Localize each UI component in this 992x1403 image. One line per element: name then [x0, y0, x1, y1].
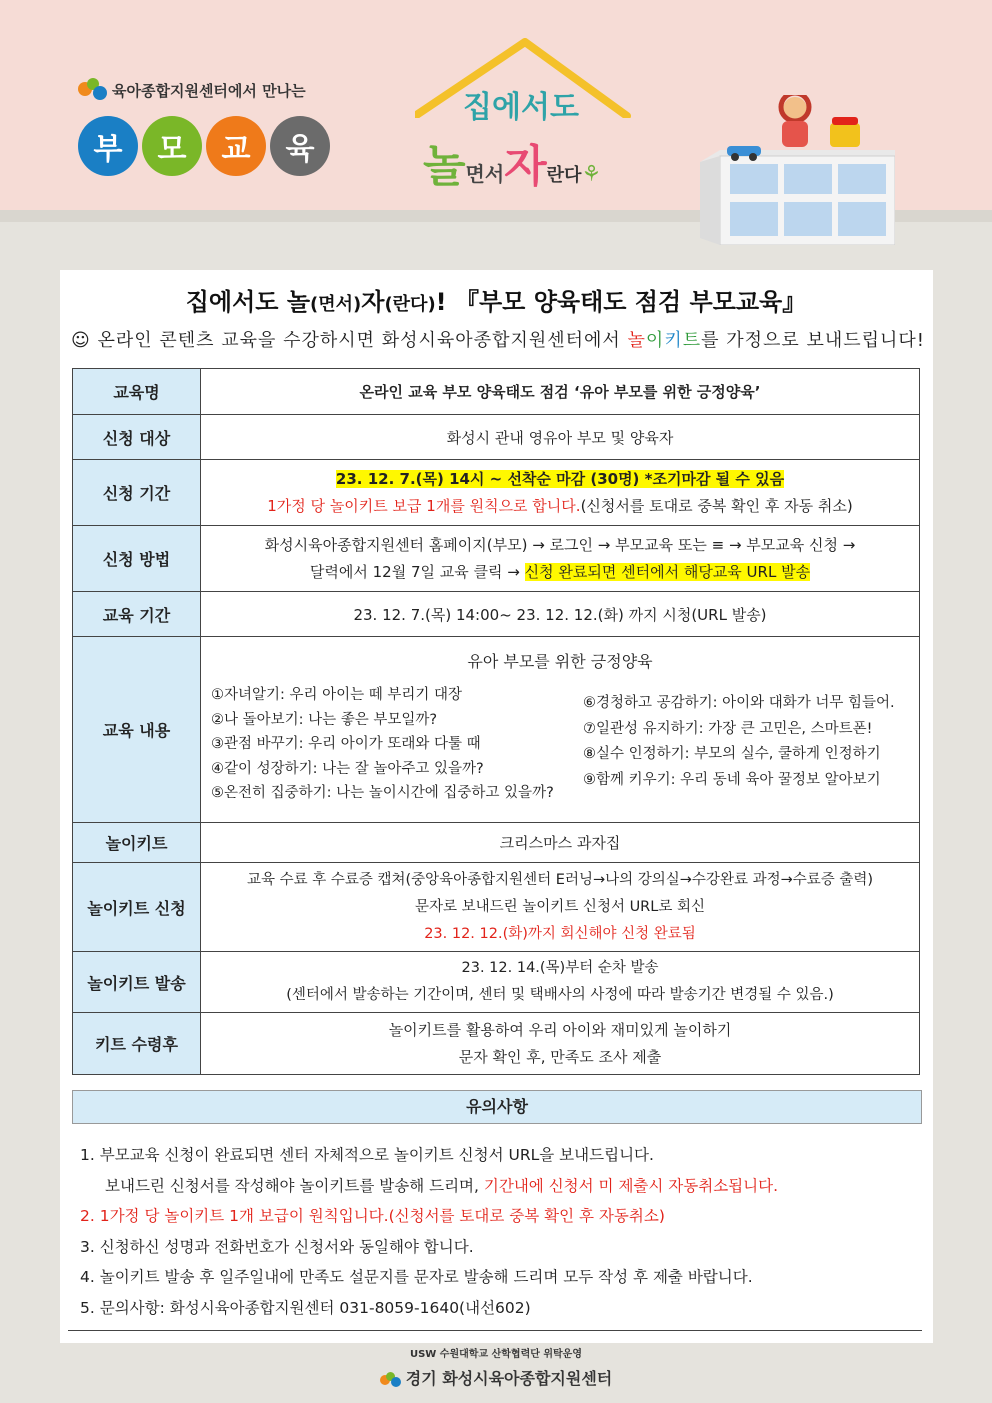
notice-heading: 유의사항	[72, 1090, 922, 1124]
title-part4: (란다)	[384, 294, 436, 315]
table-row	[73, 415, 920, 460]
center-logo-icon	[78, 78, 108, 102]
after-value	[201, 1013, 920, 1075]
bottom-divider	[68, 1330, 922, 1331]
footer-logo-icon	[380, 1372, 402, 1388]
parent-education-circles	[78, 116, 330, 176]
notice-item-3: 3. 신청하신 성명과 전화번호가 신청서와 동일해야 합니다.	[80, 1237, 474, 1256]
list-item: ①자녀알기: 우리 아이는 떼 부리기 대장	[211, 687, 463, 703]
title-part5: ! 『부모 양육태도 점검 부모교육』	[435, 288, 807, 316]
subtitle-kit-c1: 놀	[627, 330, 646, 351]
subtitle-kit-c3: 키	[664, 330, 683, 351]
edu-period-value: 23. 12. 7.(목) 14:00~ 23. 12. 12.(화) 까지 시청(URL 발송)	[201, 592, 920, 637]
page-title	[0, 282, 992, 317]
title-part3: 자	[361, 288, 385, 316]
notice-item-2: 2. 1가정 당 놀이키트 1개 보급이 원칙입니다.(신청서를 토대로 중복 확인 후 자동취소)	[80, 1207, 665, 1225]
method-line2-highlight: 신청 완료되면 센터에서 해당교육 URL 발송	[524, 562, 811, 581]
method-value	[201, 526, 920, 592]
notice-item-5: 5. 문의사항: 화성시육아종합지원센터 031-8059-1640(내선602)	[80, 1298, 531, 1317]
course-label: 교육명	[73, 369, 201, 415]
list-item: ③관점 바꾸기: 우리 아이가 또래와 다툴 때	[211, 736, 481, 752]
table-row	[73, 637, 920, 823]
kit-value: 크리스마스 과자집	[201, 823, 920, 863]
content-value	[201, 637, 920, 823]
after-line2: 문자 확인 후, 만족도 조사 제출	[458, 1047, 662, 1066]
content-title: 유아 부모를 위한 긍정양육	[467, 652, 653, 671]
logo-tagline: 육아종합지원센터에서 만나는	[112, 81, 306, 100]
toy-car-icon	[725, 140, 765, 162]
toy-phone-icon	[828, 115, 862, 149]
footer	[0, 1345, 992, 1389]
art-randa: 란다	[546, 165, 582, 186]
footer-center-name	[0, 1366, 992, 1389]
table-row	[73, 863, 920, 952]
subtitle-suffix: 를 가정으로 보내드립니다!	[701, 330, 926, 351]
notice-item-4: 4. 놀이키트 발송 후 일주일내에 만족도 설문지를 문자로 발송해 드리며 모두 작성 후 제출 바랍니다.	[80, 1268, 753, 1286]
table-row	[73, 526, 920, 592]
kit-ship-line2: (센터에서 발송하는 기간이며, 센터 및 택배사의 사정에 따라 발송기간 변경될 수 있음.)	[286, 987, 834, 1003]
target-label: 신청 대상	[73, 415, 201, 460]
notice-list	[80, 1140, 930, 1323]
content-left-list	[211, 683, 554, 806]
notice-item-1b	[80, 1171, 930, 1202]
table-row	[73, 369, 920, 415]
notice-item-1b-plain: 보내드린 신청서를 작성해야 놀이키트를 발송해 드리며,	[105, 1176, 484, 1195]
kit-ship-label: 놀이키트 발송	[73, 952, 201, 1013]
method-line2-plain: 달력에서 12월 7일 교육 클릭 →	[309, 562, 525, 581]
page-subtitle	[58, 326, 938, 352]
subtitle-kit-c4: 트	[682, 330, 702, 351]
circle-bu: 부	[78, 116, 138, 176]
method-line1: 화성시육아종합지원센터 홈페이지(부모) → 로그인 → 부모교육 또는 ≡ → 부모교육 신청 →	[264, 535, 856, 554]
course-value: 온라인 교육 부모 양육태도 점검 ‘유아 부모를 위한 긍정양육’	[201, 369, 920, 415]
info-table	[72, 368, 920, 1075]
title-artwork	[415, 38, 635, 198]
circle-yuk: 육	[270, 116, 330, 176]
kit-ship-line1: 23. 12. 14.(목)부터 순차 발송	[461, 960, 659, 976]
art-myeonseo: 면서	[465, 162, 505, 186]
kit-apply-line3: 23. 12. 12.(화)까지 회신해야 신청 완료됨	[424, 925, 696, 942]
list-item: ④같이 성장하기: 나는 잘 놀아주고 있을까?	[211, 760, 484, 777]
list-item: ⑨함께 키우기: 우리 동네 육아 꿀정보 알아보기	[583, 771, 881, 788]
subtitle-kit-c2: 이	[645, 330, 665, 351]
period-line2-rest: (신청서를 토대로 중복 확인 후 자동 취소)	[580, 496, 853, 515]
content-label: 교육 내용	[73, 637, 201, 823]
list-item: ⑥경청하고 공감하기: 아이와 대화가 너무 힘들어.	[583, 695, 895, 711]
list-item: ⑤온전히 집중하기: 나는 놀이시간에 집중하고 있을까?	[211, 785, 554, 801]
period-label: 신청 기간	[73, 460, 201, 526]
table-row	[73, 592, 920, 637]
list-item: ②나 돌아보기: 나는 좋은 부모일까?	[211, 711, 438, 728]
toy-shelf-icon	[700, 150, 895, 245]
list-item: ⑦일관성 유지하기: 가장 큰 고민은, 스마트폰!	[583, 720, 873, 737]
table-row	[73, 460, 920, 526]
after-label: 키트 수령후	[73, 1013, 201, 1075]
title-part1: 집에서도 놀	[185, 288, 311, 316]
circle-gyo: 교	[206, 116, 266, 176]
target-value: 화성시 관내 영유아 부모 및 양육자	[201, 415, 920, 460]
period-line1: 23. 12. 7.(목) 14시 ~ 선착순 마감 (30명) *조기마감 될 수 있음	[335, 469, 785, 488]
kit-apply-line2: 문자로 보내드린 놀이키트 신청서 URL로 회신	[415, 898, 705, 915]
period-line2-red: 1가정 당 놀이키트 보급 1개를 원칙으로 합니다.	[267, 496, 581, 515]
art-ja: 자	[504, 141, 547, 192]
kit-label: 놀이키트	[73, 823, 201, 863]
kit-apply-value	[201, 863, 920, 952]
kit-apply-label: 놀이키트 신청	[73, 863, 201, 952]
edu-period-label: 교육 기간	[73, 592, 201, 637]
subtitle-prefix: ☺ 온라인 콘텐츠 교육을 수강하시면 화성시육아종합지원센터에서	[70, 330, 628, 351]
footer-operator: USW 수원대학교 산학협력단 위탁운영	[409, 1349, 583, 1360]
circle-mo: 모	[142, 116, 202, 176]
doll-icon	[770, 95, 820, 155]
center-logo	[78, 78, 306, 102]
art-line2	[423, 130, 601, 194]
table-row	[73, 823, 920, 863]
title-part2: (면서)	[310, 294, 362, 315]
kit-apply-line1: 교육 수료 후 수료증 캡쳐(중앙육아종합지원센터 E러닝→나의 강의실→수강완료 과정→수료증 출력)	[246, 871, 874, 888]
footer-center-text: 경기 화성시육아종합지원센터	[405, 1369, 613, 1388]
table-row	[73, 952, 920, 1013]
content-right-list	[583, 691, 895, 793]
table-row	[73, 1013, 920, 1075]
kit-ship-value	[201, 952, 920, 1013]
notice-item-1b-red: 기간내에 신청서 미 제출시 자동취소됩니다.	[483, 1176, 779, 1195]
art-no: 놀	[423, 141, 466, 192]
notice-item-1: 1. 부모교육 신청이 완료되면 센터 자체적으로 놀이키트 신청서 URL을 보내드립니다.	[80, 1146, 654, 1164]
list-item: ⑧실수 인정하기: 부모의 실수, 쿨하게 인정하기	[583, 746, 881, 762]
sprout-icon: ⚘	[581, 162, 602, 187]
method-label: 신청 방법	[73, 526, 201, 592]
after-line1: 놀이키트를 활용하여 우리 아이와 재미있게 놀이하기	[388, 1020, 732, 1039]
period-value	[201, 460, 920, 526]
art-line1: 집에서도	[463, 90, 579, 125]
